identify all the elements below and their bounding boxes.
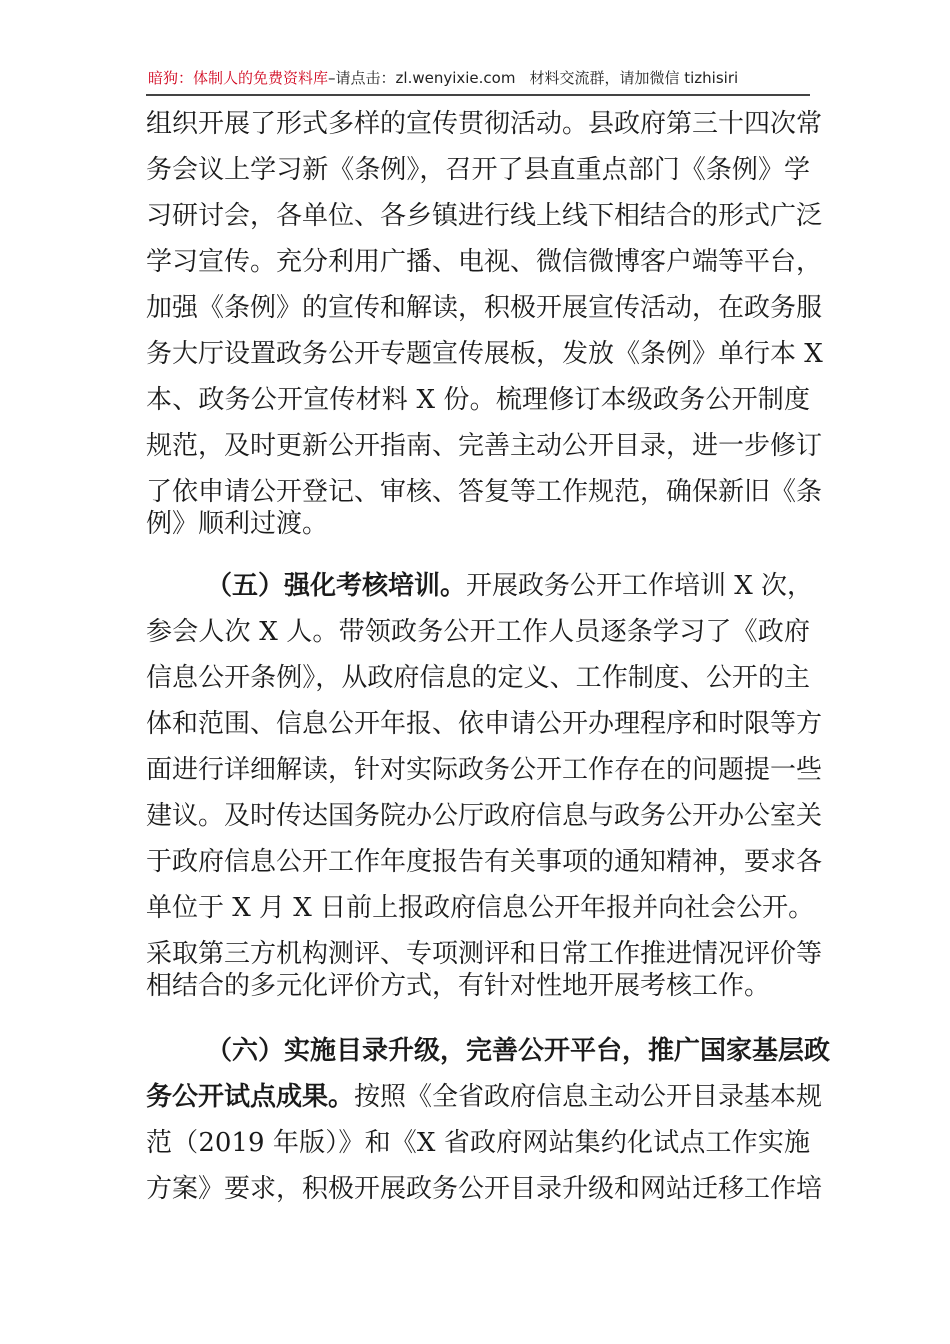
paragraph-line: 建议。及时传达国务院办公厅政府信息与政务公开办公室关 <box>146 801 823 831</box>
paragraph-line: 本、政务公开宣传材料 X 份。梳理修订本级政务公开制度 <box>146 385 810 415</box>
header-prompt: –请点击： <box>328 69 396 87</box>
paragraph-line: 学习宣传。充分利用广播、电视、微信微博客户端等平台， <box>146 247 823 277</box>
paragraph-line: 务会议上学习新《条例》，召开了县直重点部门《条例》学 <box>146 155 810 185</box>
paragraph-line: 于政府信息公开工作年度报告有关事项的通知精神，要求各 <box>146 847 823 877</box>
header-brand: 暗狗：体制人的免费资料库 <box>148 69 329 87</box>
paragraph-line: 了依申请公开登记、审核、答复等工作规范，确保新旧《条 <box>146 477 823 507</box>
header-divider <box>146 94 810 96</box>
paragraph-line: 采取第三方机构测评、专项测评和日常工作推进情况评价等 <box>146 939 823 969</box>
paragraph-line: 务大厅设置政务公开专题宣传展板，发放《条例》单行本 X <box>146 339 823 369</box>
section-six-heading-line2: 务公开试点成果。 <box>146 1082 355 1112</box>
section-six-line2-rest: 按照《全省政府信息主动公开目录基本规 <box>354 1082 823 1112</box>
paragraph-line: 面进行详细解读，针对实际政务公开工作存在的问题提一些 <box>146 755 823 785</box>
paragraph-line: 单位于 X 月 X 日前上报政府信息公开年报并向社会公开。 <box>146 893 815 923</box>
paragraph-line: 加强《条例》的宣传和解读，积极开展宣传活动，在政务服 <box>146 293 823 323</box>
section-five-heading: （五）强化考核培训。 <box>206 571 467 601</box>
section-five-first-line <box>146 563 814 609</box>
paragraph-line: 方案》要求，积极开展政务公开目录升级和网站迁移工作培 <box>146 1174 823 1204</box>
paragraph-line: 例》顺利过渡。 <box>146 509 329 539</box>
section-six-second-line <box>146 1074 823 1120</box>
page-header <box>148 66 808 90</box>
paragraph-line: 习研讨会，各单位、各乡镇进行线上线下相结合的形式广泛 <box>146 201 823 231</box>
header-group-info: 材料交流群，请加微信 tizhisiri <box>529 69 739 87</box>
paragraph-line: 信息公开条例》，从政府信息的定义、工作制度、公开的主 <box>146 663 810 693</box>
paragraph-line: 规范，及时更新公开指南、完善主动公开目录，进一步修订 <box>146 431 823 461</box>
header-site-link[interactable]: zl.wenyixie.com <box>395 69 516 87</box>
section-six-heading-line1: （六）实施目录升级，完善公开平台，推广国家基层政 <box>206 1036 831 1066</box>
paragraph-line: 参会人次 X 人。带领政务公开工作人员逐条学习了《政府 <box>146 617 810 647</box>
paragraph-line: 范（2019 年版）》和《X 省政府网站集约化试点工作实施 <box>146 1128 810 1158</box>
section-five-first-rest: 开展政务公开工作培训 X 次， <box>466 571 814 601</box>
paragraph-line: 组织开展了形式多样的宣传贯彻活动。县政府第三十四次常 <box>146 109 823 139</box>
paragraph-line: 体和范围、信息公开年报、依申请公开办理程序和时限等方 <box>146 709 823 739</box>
paragraph-line: 相结合的多元化评价方式，有针对性地开展考核工作。 <box>146 971 771 1001</box>
